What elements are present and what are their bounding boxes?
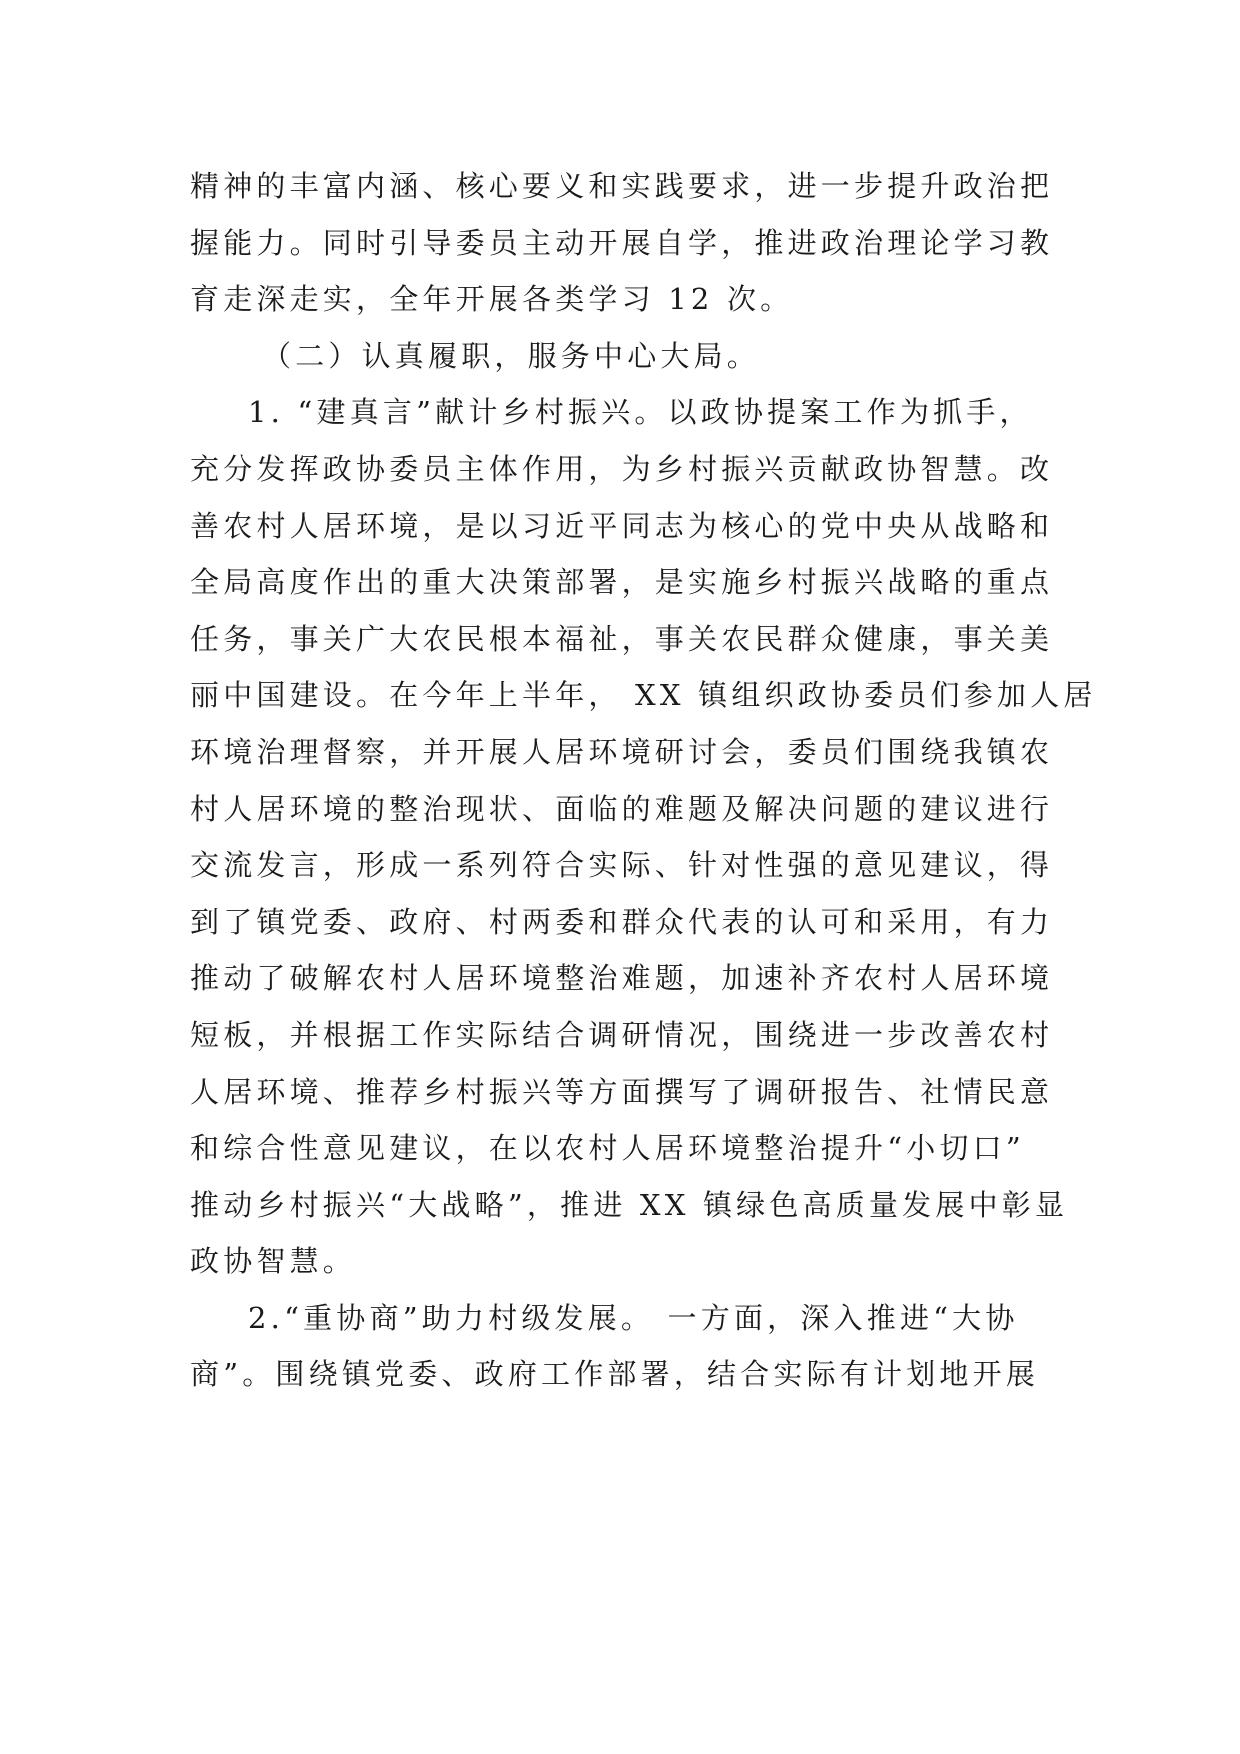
- paragraph-line: 推动了破解农村人居环境整治难题，加速补齐农村人居环境: [190, 961, 1054, 996]
- numbered-item-heading-1: 1. “建真言”献计乡村振兴。以政协提案工作为抓手，: [248, 395, 1033, 430]
- section-heading: （二）认真履职，服务中心大局。: [262, 338, 761, 373]
- paragraph-line: 到了镇党委、政府、村两委和群众代表的认可和采用，有力: [190, 904, 1054, 939]
- paragraph-line: 人居环境、推荐乡村振兴等方面撰写了调研报告、社情民意: [190, 1074, 1054, 1109]
- paragraph-line: 全局高度作出的重大决策部署，是实施乡村振兴战略的重点: [190, 565, 1054, 600]
- paragraph-line: 环境治理督察，并开展人居环境研讨会，委员们围绕我镇农: [190, 734, 1054, 769]
- document-body: [190, 158, 1097, 1403]
- paragraph-line: 充分发挥政协委员主体作用，为乡村振兴贡献政协智慧。改: [190, 451, 1054, 486]
- paragraph-line: 握能力。同时引导委员主动开展自学，推进政治理论学习教: [190, 225, 1054, 260]
- paragraph-line: 善农村人居环境，是以习近平同志为核心的党中央从战略和: [190, 508, 1054, 543]
- paragraph-line: 任务，事关广大农民根本福祉，事关农民群众健康，事关美: [190, 621, 1054, 656]
- paragraph-line: 精神的丰富内涵、核心要义和实践要求，进一步提升政治把: [190, 169, 1054, 203]
- paragraph-line: 交流发言，形成一系列符合实际、针对性强的意见建议，得: [190, 848, 1054, 883]
- paragraph-line: 育走深走实，全年开展各类学习 12 次。: [190, 282, 794, 317]
- paragraph-line: 商”。围绕镇党委、政府工作部署，结合实际有计划地开展: [190, 1357, 1040, 1392]
- paragraph-line: 短板，并根据工作实际结合调研情况，围绕进一步改善农村: [190, 1017, 1054, 1052]
- paragraph-line: 和综合性意见建议，在以农村人居环境整治提升“小切口”: [190, 1131, 1025, 1166]
- paragraph-line: 政协智慧。: [190, 1244, 357, 1279]
- paragraph-line: 村人居环境的整治现状、面临的难题及解决问题的建议进行: [190, 791, 1054, 826]
- paragraph-line: 丽中国建设。在今年上半年， XX 镇组织政协委员们参加人居: [190, 678, 1097, 713]
- paragraph-line: 推动乡村振兴“大战略”，推进 XX 镇绿色高质量发展中彰显: [190, 1187, 1069, 1222]
- numbered-item-heading-2: 2.“重协商”助力村级发展。 一方面，深入推进“大协: [248, 1300, 1019, 1335]
